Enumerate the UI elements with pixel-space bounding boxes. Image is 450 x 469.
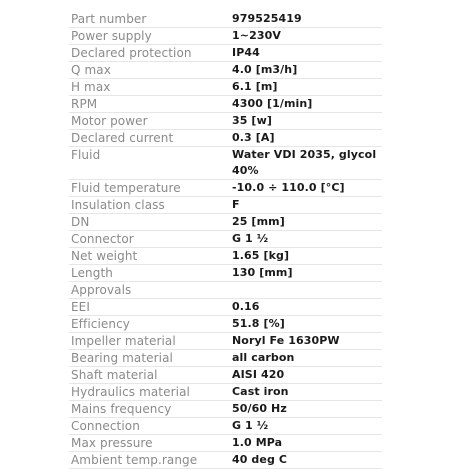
spec-label: DN (71, 215, 90, 229)
spec-value-text: Water VDI 2035, glycol 40% (232, 148, 377, 177)
spec-label: Bearing material (71, 351, 173, 365)
specification-rows (69, 11, 382, 469)
spec-value: Noryl Fe 1630PW (232, 334, 340, 347)
spec-value: -10.0 ÷ 110.0 [°C] (232, 181, 345, 194)
spec-row-net-weight (69, 248, 382, 265)
spec-row-fluid (69, 147, 382, 180)
spec-row-fluid-temperature (69, 180, 382, 197)
spec-label: Declared current (71, 131, 174, 145)
spec-row-declared-current (69, 130, 382, 147)
spec-row-part-number (69, 11, 382, 28)
spec-label: Connection (71, 419, 140, 433)
spec-value (232, 282, 382, 299)
spec-row-bearing-material (69, 350, 382, 367)
spec-value: G 1 ½ (232, 419, 269, 432)
spec-row-motor-power (69, 113, 382, 130)
spec-label: Shaft material (71, 368, 158, 382)
spec-value: 1.65 [kg] (232, 249, 290, 262)
spec-value: 35 [w] (232, 114, 272, 127)
spec-label: RPM (71, 97, 98, 111)
spec-row-declared-protection (69, 45, 382, 62)
spec-value: 0.3 [A] (232, 131, 275, 144)
spec-label: Motor power (71, 114, 148, 128)
spec-value: F (232, 198, 240, 211)
spec-value: 4.0 [m3/h] (232, 63, 298, 76)
spec-row-power-supply (69, 28, 382, 45)
spec-label: Max pressure (71, 436, 153, 450)
spec-value: 4300 [1/min] (232, 97, 313, 110)
spec-label: Approvals (71, 283, 132, 297)
spec-label: Insulation class (71, 198, 165, 212)
spec-value: 130 [mm] (232, 266, 293, 279)
specification-table (69, 11, 382, 469)
spec-row-insulation-class (69, 197, 382, 214)
spec-row-length (69, 265, 382, 282)
spec-value: 6.1 [m] (232, 80, 278, 93)
spec-value: 40 deg C (232, 453, 288, 466)
spec-row-dn (69, 214, 382, 231)
spec-row-q-max (69, 62, 382, 79)
spec-row-h-max (69, 79, 382, 96)
spec-label: Q max (71, 63, 111, 77)
spec-value: 0.16 (232, 300, 260, 313)
spec-row-efficiency (69, 316, 382, 333)
spec-label: Ambient temp.range (71, 453, 198, 467)
spec-row-mains-frequency (69, 401, 382, 418)
spec-value: 1~230V (232, 29, 281, 42)
spec-value: 51.8 [%] (232, 317, 285, 330)
spec-label: Part number (71, 12, 147, 26)
spec-label: H max (71, 80, 111, 94)
spec-label: Hydraulics material (71, 385, 190, 399)
spec-value: IP44 (232, 46, 260, 59)
spec-value (232, 147, 382, 180)
spec-value: G 1 ½ (232, 232, 269, 245)
spec-value: 25 [mm] (232, 215, 285, 228)
spec-value: Cast iron (232, 385, 289, 398)
spec-label: Fluid (71, 148, 101, 162)
spec-label: Efficiency (71, 317, 130, 331)
spec-value: 979525419 (232, 12, 302, 25)
spec-label: Declared protection (71, 46, 192, 60)
spec-row-connector (69, 231, 382, 248)
spec-row-impeller-material (69, 333, 382, 350)
spec-row-ambient-temp-range (69, 452, 382, 469)
spec-row-rpm (69, 96, 382, 113)
spec-label: Impeller material (71, 334, 176, 348)
spec-row-shaft-material (69, 367, 382, 384)
spec-row-connection (69, 418, 382, 435)
spec-label: Net weight (71, 249, 138, 263)
spec-label: Length (71, 266, 113, 280)
spec-label: Mains frequency (71, 402, 172, 416)
spec-row-max-pressure (69, 435, 382, 452)
spec-row-approvals (69, 282, 382, 299)
spec-value: 50/60 Hz (232, 402, 287, 415)
spec-label: Power supply (71, 29, 152, 43)
spec-label: EEI (71, 300, 91, 314)
spec-label: Fluid temperature (71, 181, 181, 195)
spec-label: Connector (71, 232, 134, 246)
spec-value: 1.0 MPa (232, 436, 283, 449)
spec-row-eei (69, 299, 382, 316)
spec-row-hydraulics-material (69, 384, 382, 401)
spec-value: all carbon (232, 351, 295, 364)
spec-value: AISI 420 (232, 368, 285, 381)
